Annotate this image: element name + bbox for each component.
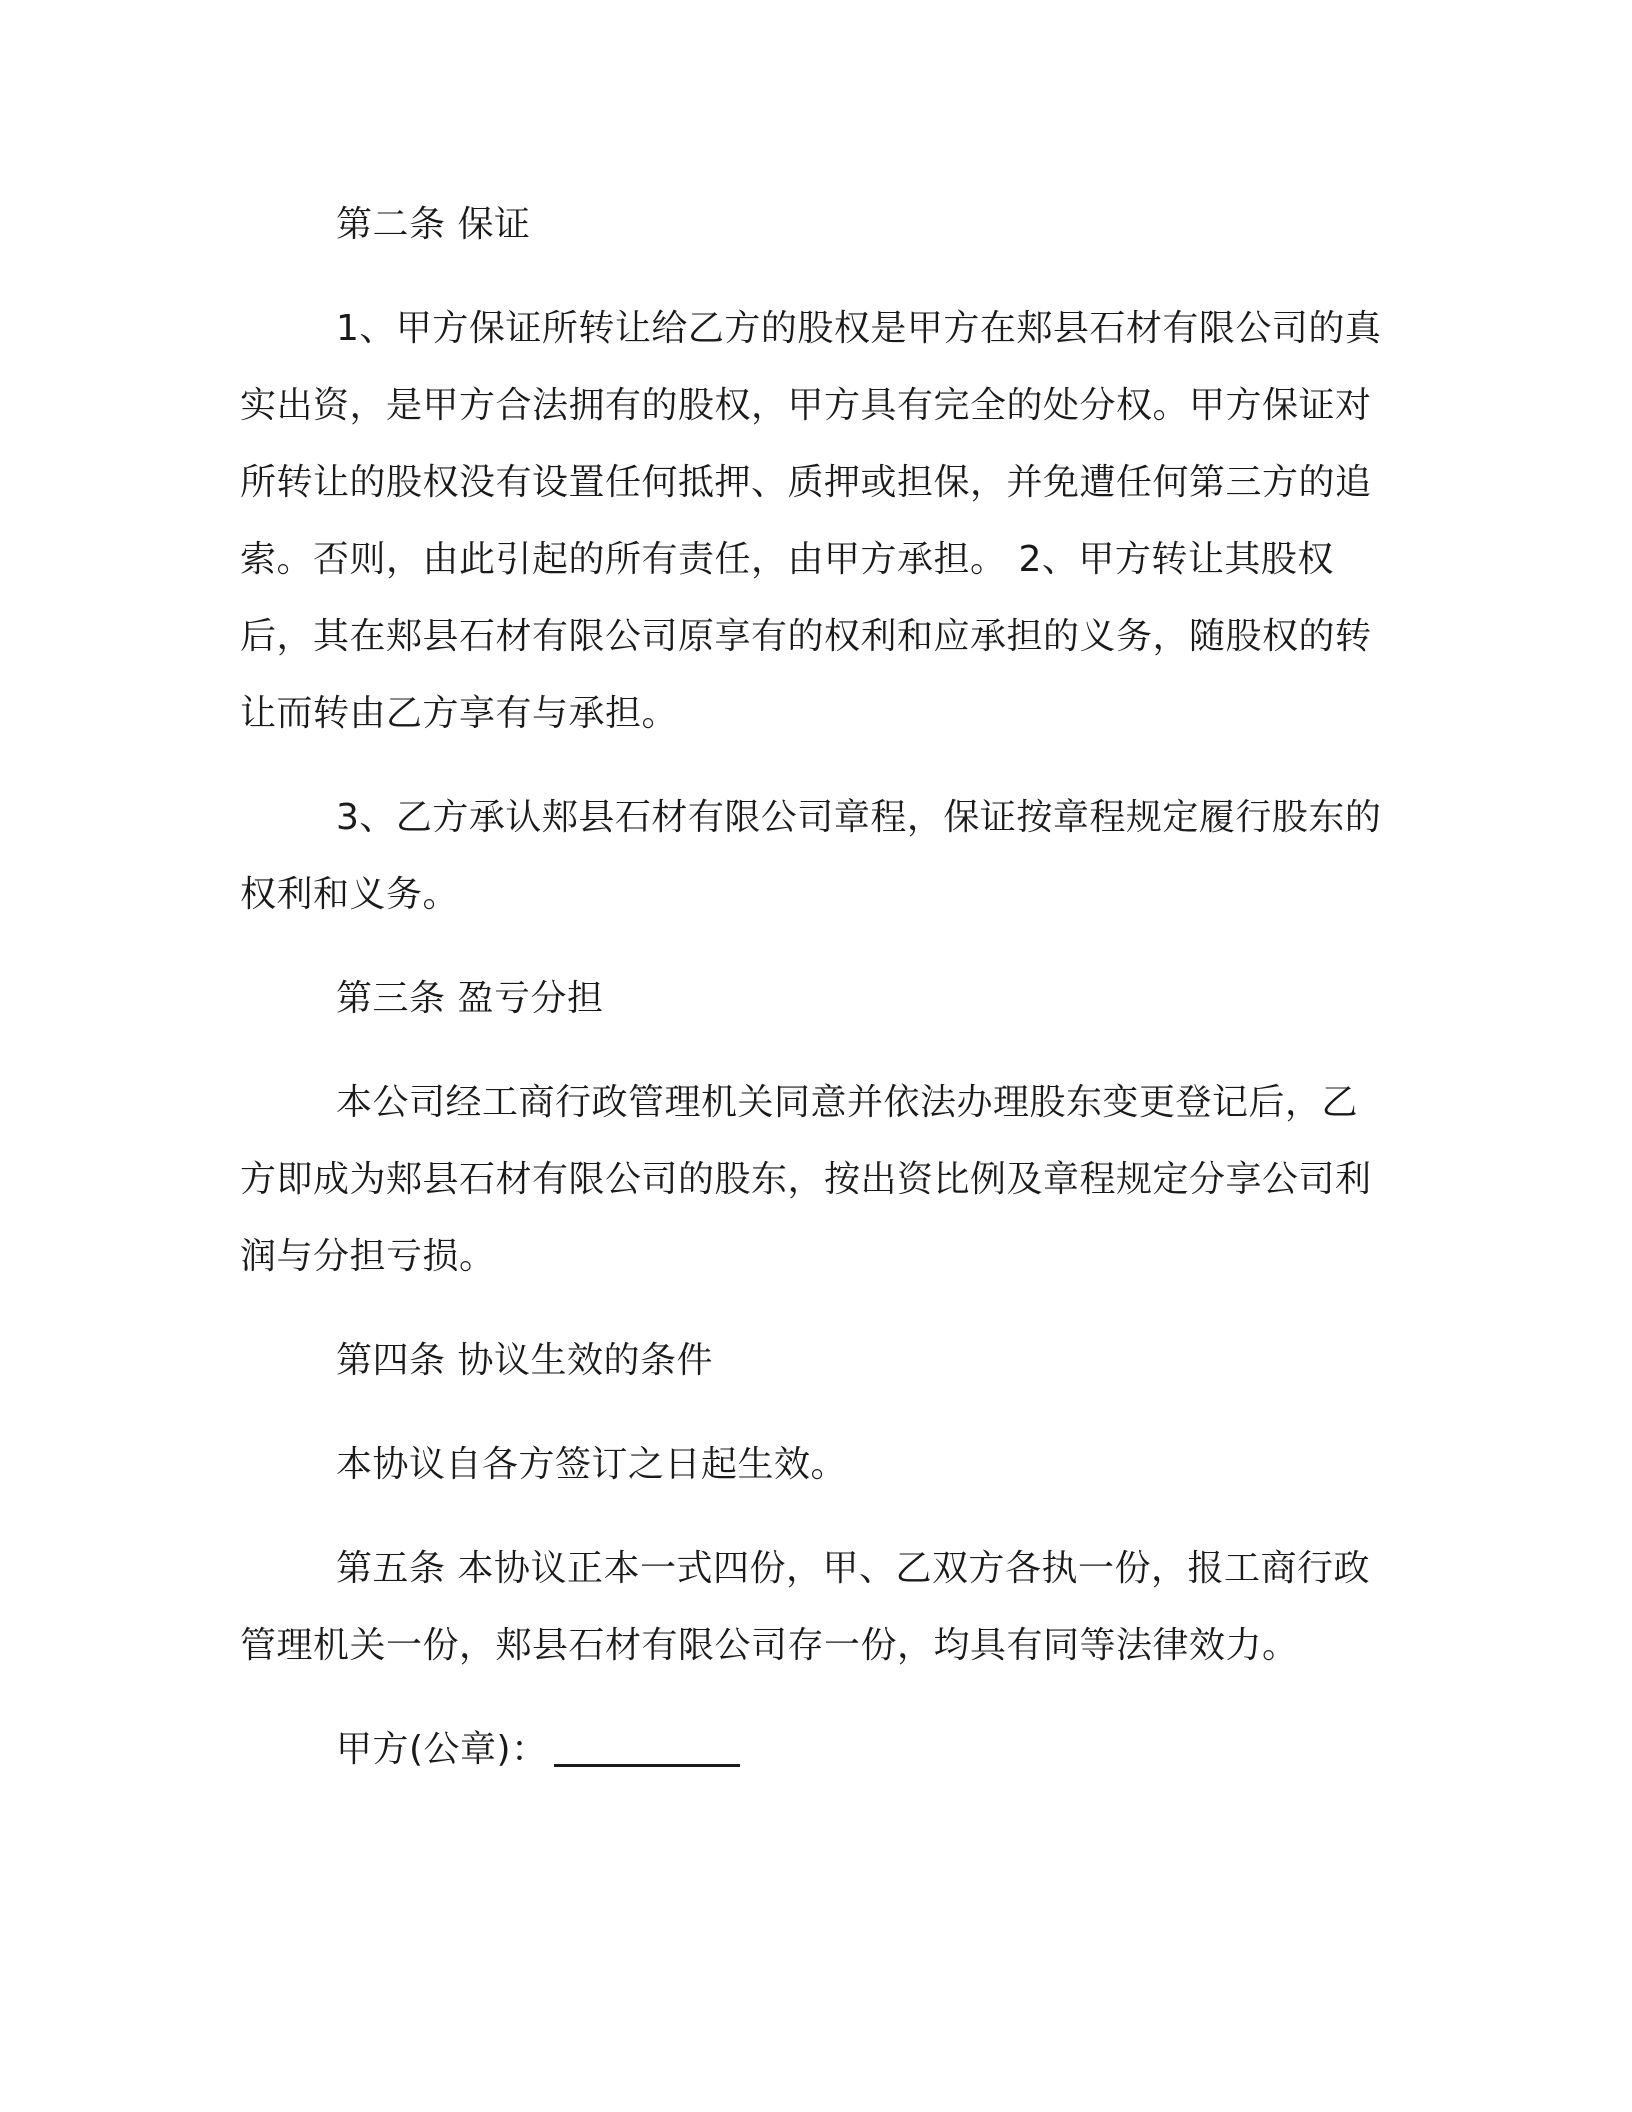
document-body bbox=[240, 186, 1390, 1815]
article-2-clause-3: 3、乙方承认郏县石材有限公司章程，保证按章程规定履行股东的权利和义务。 bbox=[240, 797, 1382, 915]
article-4-heading: 第四条 协议生效的条件 bbox=[336, 1340, 713, 1381]
article-3-heading: 第三条 盈亏分担 bbox=[336, 978, 604, 1019]
article-5-body: 第五条 本协议正本一式四份，甲、乙双方各执一份，报工商行政管理机关一份，郏县石材有限公司存一份，均具有同等法律效力。 bbox=[240, 1548, 1370, 1666]
article-2-heading: 第二条 保证 bbox=[336, 204, 531, 245]
article-2-clause-1: 1、甲方保证所转让给乙方的股权是甲方在郏县石材有限公司的真实出资，是甲方合法拥有的股权，甲方具有完全的处分权。甲方保证对所转让的股权没有设置任何抵押、质押或担保，并免遭任何第三方的追索。否则，由此引起的所有责任，由甲方承担。 2、甲方转让其股权后，其在郏县石材有限公司原享有的权利和应承担的义务，随股权的转让而转由乙方享有与承担。 bbox=[240, 308, 1382, 734]
party-a-seal-label: 甲方(公章)： bbox=[336, 1729, 548, 1770]
article-3-body: 本公司经工商行政管理机关同意并依法办理股东变更登记后，乙方即成为郏县石材有限公司的股东，按出资比例及章程规定分享公司利润与分担亏损。 bbox=[240, 1082, 1372, 1277]
article-4-body: 本协议自各方签订之日起生效。 bbox=[336, 1444, 848, 1485]
party-a-signature-line bbox=[554, 1728, 740, 1767]
signature-party-a bbox=[240, 1711, 1390, 1788]
